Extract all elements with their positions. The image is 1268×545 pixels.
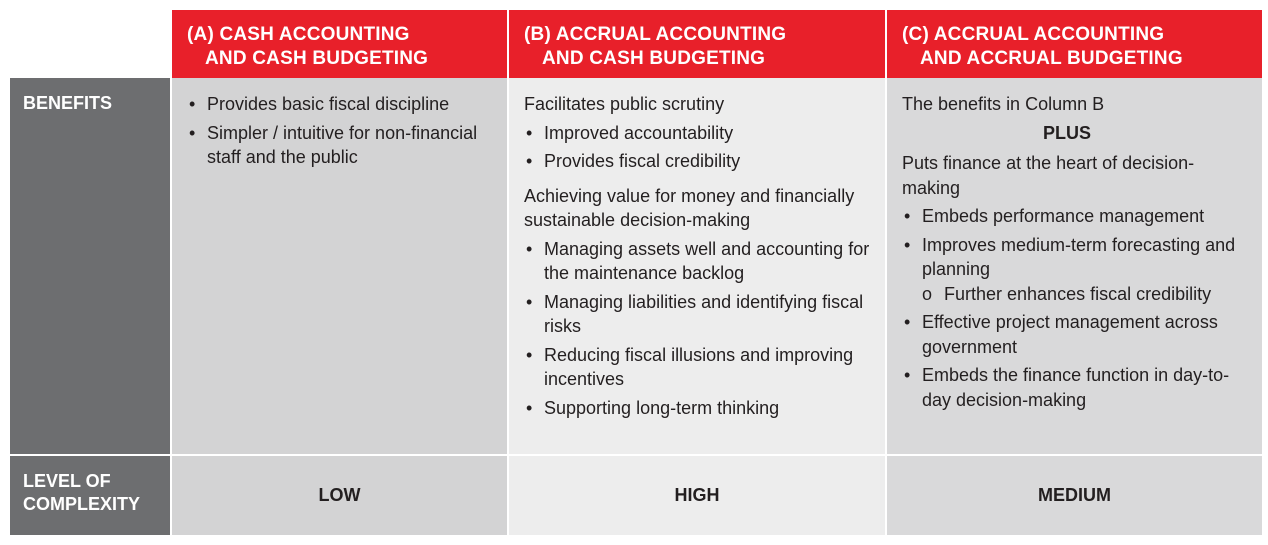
corner-cell — [10, 10, 170, 78]
list-item — [902, 233, 1252, 307]
sub-list-item: o Further enhances fiscal credibility — [922, 282, 1252, 307]
header-b-line1: (B) ACCRUAL ACCOUNTING — [524, 24, 787, 45]
header-c-line1: (C) ACCRUAL ACCOUNTING — [902, 24, 1165, 45]
benefits-b-list-1 — [524, 121, 875, 174]
list-item: • Effective project management across government — [902, 310, 1252, 359]
header-a-line1: (A) CASH ACCOUNTING — [187, 24, 410, 45]
comparison-table — [10, 10, 1262, 535]
list-item: • Improved accountability — [524, 121, 875, 146]
header-b-line2: AND CASH BUDGETING — [542, 48, 766, 69]
list-item: • Simpler / intuitive for non-financial staff and the public — [187, 121, 497, 170]
complexity-column-a: LOW — [170, 456, 507, 535]
list-item-text: Improves medium-term forecasting and planning — [922, 234, 1236, 279]
benefits-column-b — [507, 78, 885, 456]
benefits-b-list-2 — [524, 237, 875, 421]
list-item: • Provides fiscal credibility — [524, 149, 875, 174]
benefits-c-plus: PLUS — [1042, 122, 1091, 143]
header-a-line2: AND CASH BUDGETING — [205, 48, 429, 69]
row-label-benefits: BENEFITS — [10, 78, 170, 456]
row-label-complexity — [10, 456, 170, 535]
benefits-column-c — [885, 78, 1262, 456]
benefits-column-a — [170, 78, 507, 456]
list-item: • Reducing fiscal illusions and improving incentives — [524, 343, 875, 392]
list-item: • Embeds performance management — [902, 204, 1252, 229]
list-item: • Embeds the finance function in day-to-day decision-making — [902, 363, 1252, 412]
complexity-label-line1: LEVEL OF — [23, 471, 111, 491]
list-item: • Managing assets well and accounting for the maintenance backlog — [524, 237, 875, 286]
benefits-c-heading: Puts finance at the heart of decision-making — [902, 153, 1195, 198]
complexity-column-c: MEDIUM — [885, 456, 1262, 535]
benefits-c-list — [902, 204, 1252, 412]
benefits-b-heading-1: Facilitates public scrutiny — [524, 94, 725, 114]
header-column-c — [885, 10, 1262, 78]
complexity-column-b: HIGH — [507, 456, 885, 535]
benefits-b-heading-2: Achieving value for money and financially sustainable decision-making — [524, 185, 855, 230]
list-item: • Supporting long-term thinking — [524, 396, 875, 421]
header-column-b — [507, 10, 885, 78]
header-c-line2: AND ACCRUAL BUDGETING — [920, 48, 1183, 69]
benefits-a-list — [187, 92, 497, 170]
list-item: • Managing liabilities and identifying fiscal risks — [524, 290, 875, 339]
complexity-label-line2: COMPLEXITY — [23, 494, 141, 514]
benefits-c-intro: The benefits in Column B — [902, 94, 1105, 114]
header-column-a — [170, 10, 507, 78]
list-item: • Provides basic fiscal discipline — [187, 92, 497, 117]
